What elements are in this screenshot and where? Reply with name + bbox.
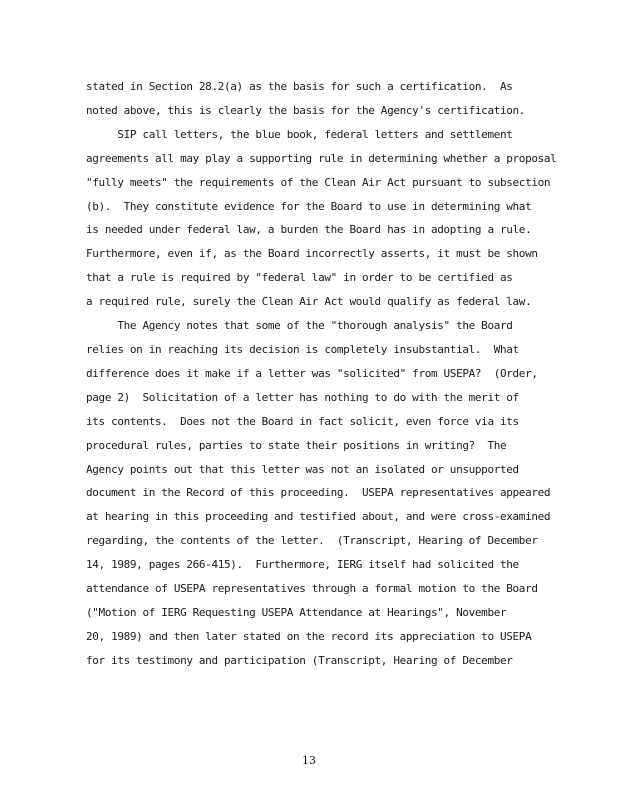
text-line: (b). They constitute evidence for the Board to use in determining what [86,199,532,213]
text-line: Agency points out that this letter was not an isolated or unsupported [86,462,519,476]
text-line: a required rule, surely the Clean Air Act would qualify as federal law. [86,295,532,309]
text-line: document in the Record of this proceeding. USEPA representatives appeared [86,486,551,500]
text-line: at hearing in this proceeding and testified about, and were cross-examined [86,510,551,524]
text-line: ("Motion of IERG Requesting USEPA Attendance at Hearings", November [86,605,507,619]
text-line: that a rule is required by "federal law" in order to be certified as [86,271,513,285]
text-line: regarding, the contents of the letter. (Transcript, Hearing of December [86,534,538,548]
text-line: for its testimony and participation (Transcript, Hearing of December [86,653,513,667]
text-line: noted above, this is clearly the basis for the Agency's certification. [86,103,526,117]
text-line: Furthermore, even if, as the Board incorrectly asserts, it must be shown [86,247,538,261]
text-line: "fully meets" the requirements of the Clean Air Act pursuant to subsection [86,175,551,189]
text-line: The Agency notes that some of the "thorough analysis" the Board [86,319,513,333]
text-line: agreements all may play a supporting rule in determining whether a proposal [86,151,557,165]
text-line: stated in Section 28.2(a) as the basis for such a certification. As [86,80,513,93]
text-line: 14, 1989, pages 266-415). Furthermore, IERG itself had solicited the [86,558,519,572]
page-number: 13 [302,754,316,767]
text-line: procedural rules, parties to state their positions in writing? The [86,438,507,452]
text-line: its contents. Does not the Board in fact solicit, even force via its [86,414,519,428]
text-line: attendance of USEPA representatives through a formal motion to the Board [86,582,538,596]
text-line: is needed under federal law, a burden the Board has in adopting a rule. [86,223,532,237]
text-line: difference does it make if a letter was "solicited" from USEPA? (Order, [86,366,538,380]
text-line: SIP call letters, the blue book, federal letters and settlement [86,127,513,141]
text-line: page 2) Solicitation of a letter has nothing to do with the merit of [86,390,519,404]
document-body [86,75,557,673]
text-line: 20, 1989) and then later stated on the record its appreciation to USEPA [86,629,532,643]
text-line: relies on in reaching its decision is completely insubstantial. What [86,342,519,356]
